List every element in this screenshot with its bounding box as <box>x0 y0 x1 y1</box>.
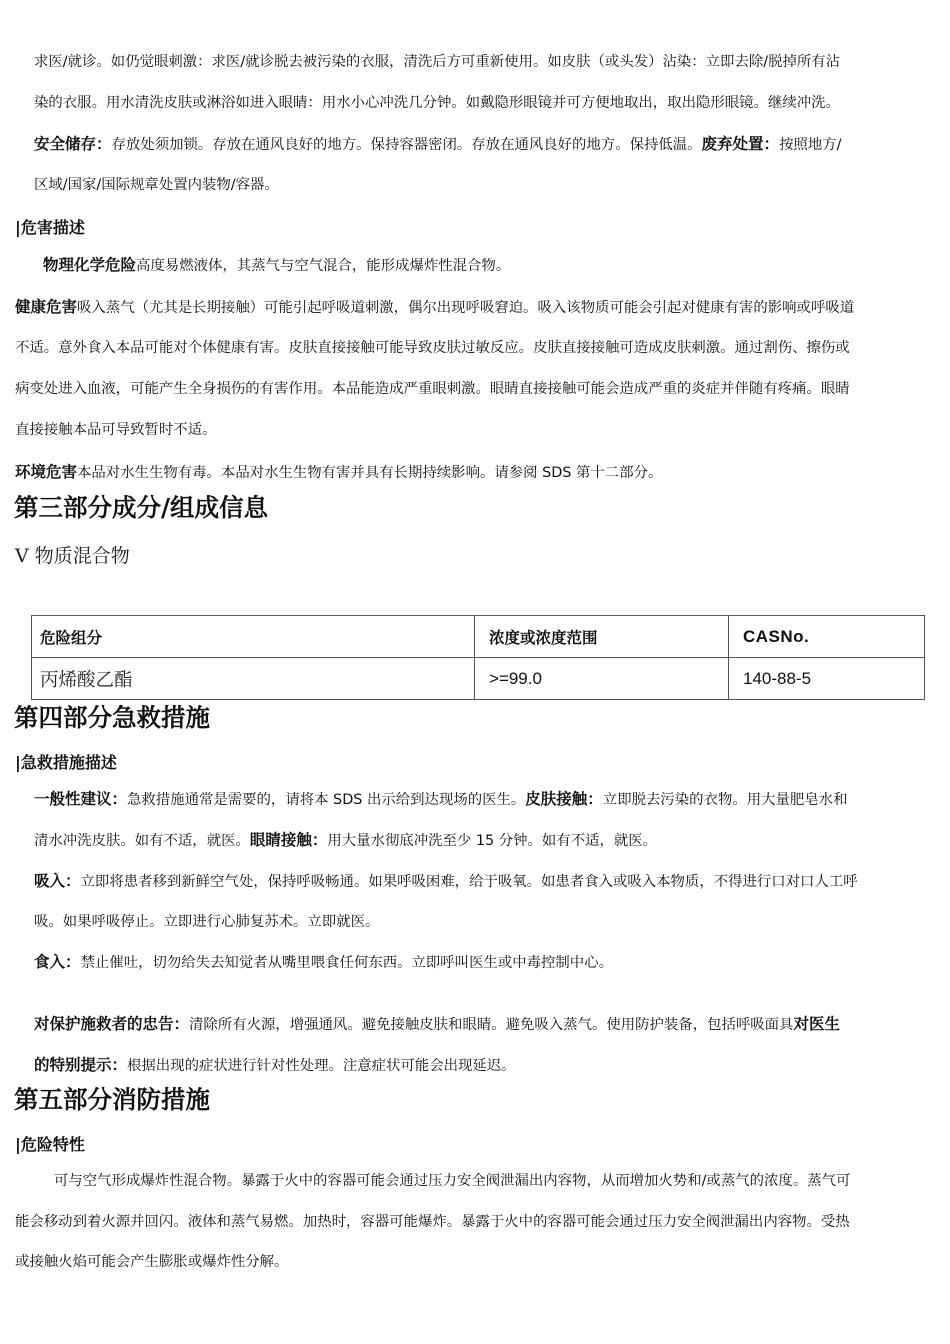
general-advice-text: 急救措施通常是需要的，请将本 SDS 出示给到达现场的医生。 <box>127 792 526 808</box>
eye-contact-label: 眼睛接触： <box>249 831 328 849</box>
hazard-description-heading: |危害描述 <box>15 218 85 237</box>
disposal-text: 按照地方/ <box>779 137 842 153</box>
inhalation-text: 立即将患者移到新鲜空气处，保持呼吸畅通。如果呼吸困难，给于吸氧。如患者食入或吸入本物质，不得进行口对口人工呼 <box>80 874 858 890</box>
paragraph-line: 染的衣服。用水清洗皮肤或淋浴如进入眼睛：用水小心冲洗几分钟。如戴隐形眼镜并可方便地取出，取出隐形眼镜。继续冲洗。 <box>34 95 840 111</box>
paragraph-line: 不适。意外食入本品可能对个体健康有害。皮肤直接接触可能导致皮肤过敏反应。皮肤直接接触可造成皮肤刺激。通过割伤、擦伤或 <box>15 340 850 356</box>
physical-chemical-hazard-label: 物理化学危险 <box>43 256 137 274</box>
table-row <box>32 658 925 700</box>
table-cell-component: 丙烯酸乙酯 <box>32 658 475 700</box>
inhalation-label: 吸入： <box>34 872 81 890</box>
eye-contact-text: 用大量水彻底冲洗至少 15 分钟。如有不适，就医。 <box>327 833 658 849</box>
safe-storage-text: 存放处须加锁。存放在通风良好的地方。保持容器密闭。存放在通风良好的地方。保持低温。 <box>111 137 702 153</box>
health-hazard-line <box>15 297 854 318</box>
doctor-note-label: 对医生 <box>793 1015 840 1033</box>
ingestion-line <box>34 952 613 973</box>
paragraph-line: 吸。如果呼吸停止。立即进行心肺复苏术。立即就医。 <box>34 914 380 930</box>
paragraph-line: 区域/国家/国际规章处置内装物/容器。 <box>34 177 279 193</box>
environmental-hazard-line <box>15 462 662 483</box>
table-header-cell: 危险组分 <box>32 616 475 658</box>
ingestion-label: 食入： <box>34 953 81 971</box>
disposal-label: 废弃处置： <box>701 135 780 153</box>
paragraph-line: 病变处进入血液，可能产生全身损伤的有害作用。本品能造成严重眼刺激。眼睛直接接触可能会造成严重的炎症并伴随有疼痛。眼睛 <box>15 381 850 397</box>
paragraph-line: 直接接触本品可导致暂时不适。 <box>15 422 217 438</box>
eye-contact-line <box>34 830 657 851</box>
paragraph-line: 可与空气形成爆炸性混合物。暴露于火中的容器可能会通过压力安全阀泄漏出内容物，从而增加火势和/或蒸气的浓度。蒸气可 <box>54 1173 851 1189</box>
health-hazard-label: 健康危害 <box>15 298 78 316</box>
ingestion-text: 禁止催吐，切勿给失去知觉者从嘴里喂食任何东西。立即呼叫医生或中毒控制中心。 <box>80 955 613 971</box>
section-5-heading: 第五部分消防措施 <box>14 1085 210 1114</box>
section-3-heading: 第三部分成分/组成信息 <box>14 493 268 522</box>
environmental-hazard-text: 本品对水生生物有毒。本品对水生生物有害并具有长期持续影响。请参阅 SDS 第十二部分。 <box>77 465 663 481</box>
danger-characteristics-heading: |危险特性 <box>15 1135 85 1154</box>
skin-contact-label: 皮肤接触： <box>525 790 603 808</box>
paragraph-line: 求医/就诊。如仍觉眼刺激：求医/就诊脱去被污染的衣服，清洗后方可重新使用。如皮肤（或头发）沾染：立即去除/脱掉所有沾 <box>34 54 841 70</box>
general-advice-label: 一般性建议： <box>34 790 128 808</box>
storage-disposal-line <box>34 134 841 155</box>
paragraph-line: 或接触火焰可能会产生膨胀或爆炸性分解。 <box>15 1254 289 1270</box>
health-hazard-text: 吸入蒸气（尤其是长期接触）可能引起呼吸道刺激，偶尔出现呼吸窘迫。吸入该物质可能会引起对健康有害的影响或呼吸道 <box>77 300 855 316</box>
mixture-type: V 物质混合物 <box>15 545 130 567</box>
rescuer-advice-line <box>34 1014 840 1035</box>
skin-contact-text-cont: 清水冲洗皮肤。如有不适，就医。 <box>34 833 250 849</box>
safe-storage-label: 安全储存： <box>34 135 112 153</box>
inhalation-line <box>34 871 858 892</box>
table-header-row <box>32 616 925 658</box>
doctor-note-text: 根据出现的症状进行针对性处理。注意症状可能会出现延迟。 <box>127 1058 516 1074</box>
section-4-heading: 第四部分急救措施 <box>14 703 210 732</box>
table-cell-cas: 140-88-5 <box>729 658 925 700</box>
table-cell-concentration: >=99.0 <box>475 658 729 700</box>
environmental-hazard-label: 环境危害 <box>15 463 78 481</box>
table-header-cell: 浓度或浓度范围 <box>475 616 729 658</box>
doctor-note-line <box>34 1055 516 1076</box>
rescuer-advice-label: 对保护施救者的忠告： <box>34 1015 190 1033</box>
general-advice-line <box>34 789 847 810</box>
paragraph-line: 能会移动到着火源并回闪。液体和蒸气易燃。加热时，容器可能爆炸。暴露于火中的容器可能会通过压力安全阀泄漏出内容物。受热 <box>15 1214 850 1230</box>
rescuer-advice-text: 清除所有火源，增强通风。避免接触皮肤和眼睛。避免吸入蒸气。使用防护装备，包括呼吸面具 <box>189 1017 794 1033</box>
composition-table <box>31 615 925 700</box>
physical-chemical-hazard-line <box>43 255 510 276</box>
table-header-cell: CASNo. <box>729 616 925 658</box>
skin-contact-text: 立即脱去污染的衣物。用大量肥皂水和 <box>602 792 848 808</box>
first-aid-description-heading: |急救措施描述 <box>15 753 117 772</box>
physical-chemical-hazard-text: 高度易燃液体，其蒸气与空气混合，能形成爆炸性混合物。 <box>136 258 511 274</box>
doctor-note-label-cont: 的特别提示： <box>34 1056 128 1074</box>
